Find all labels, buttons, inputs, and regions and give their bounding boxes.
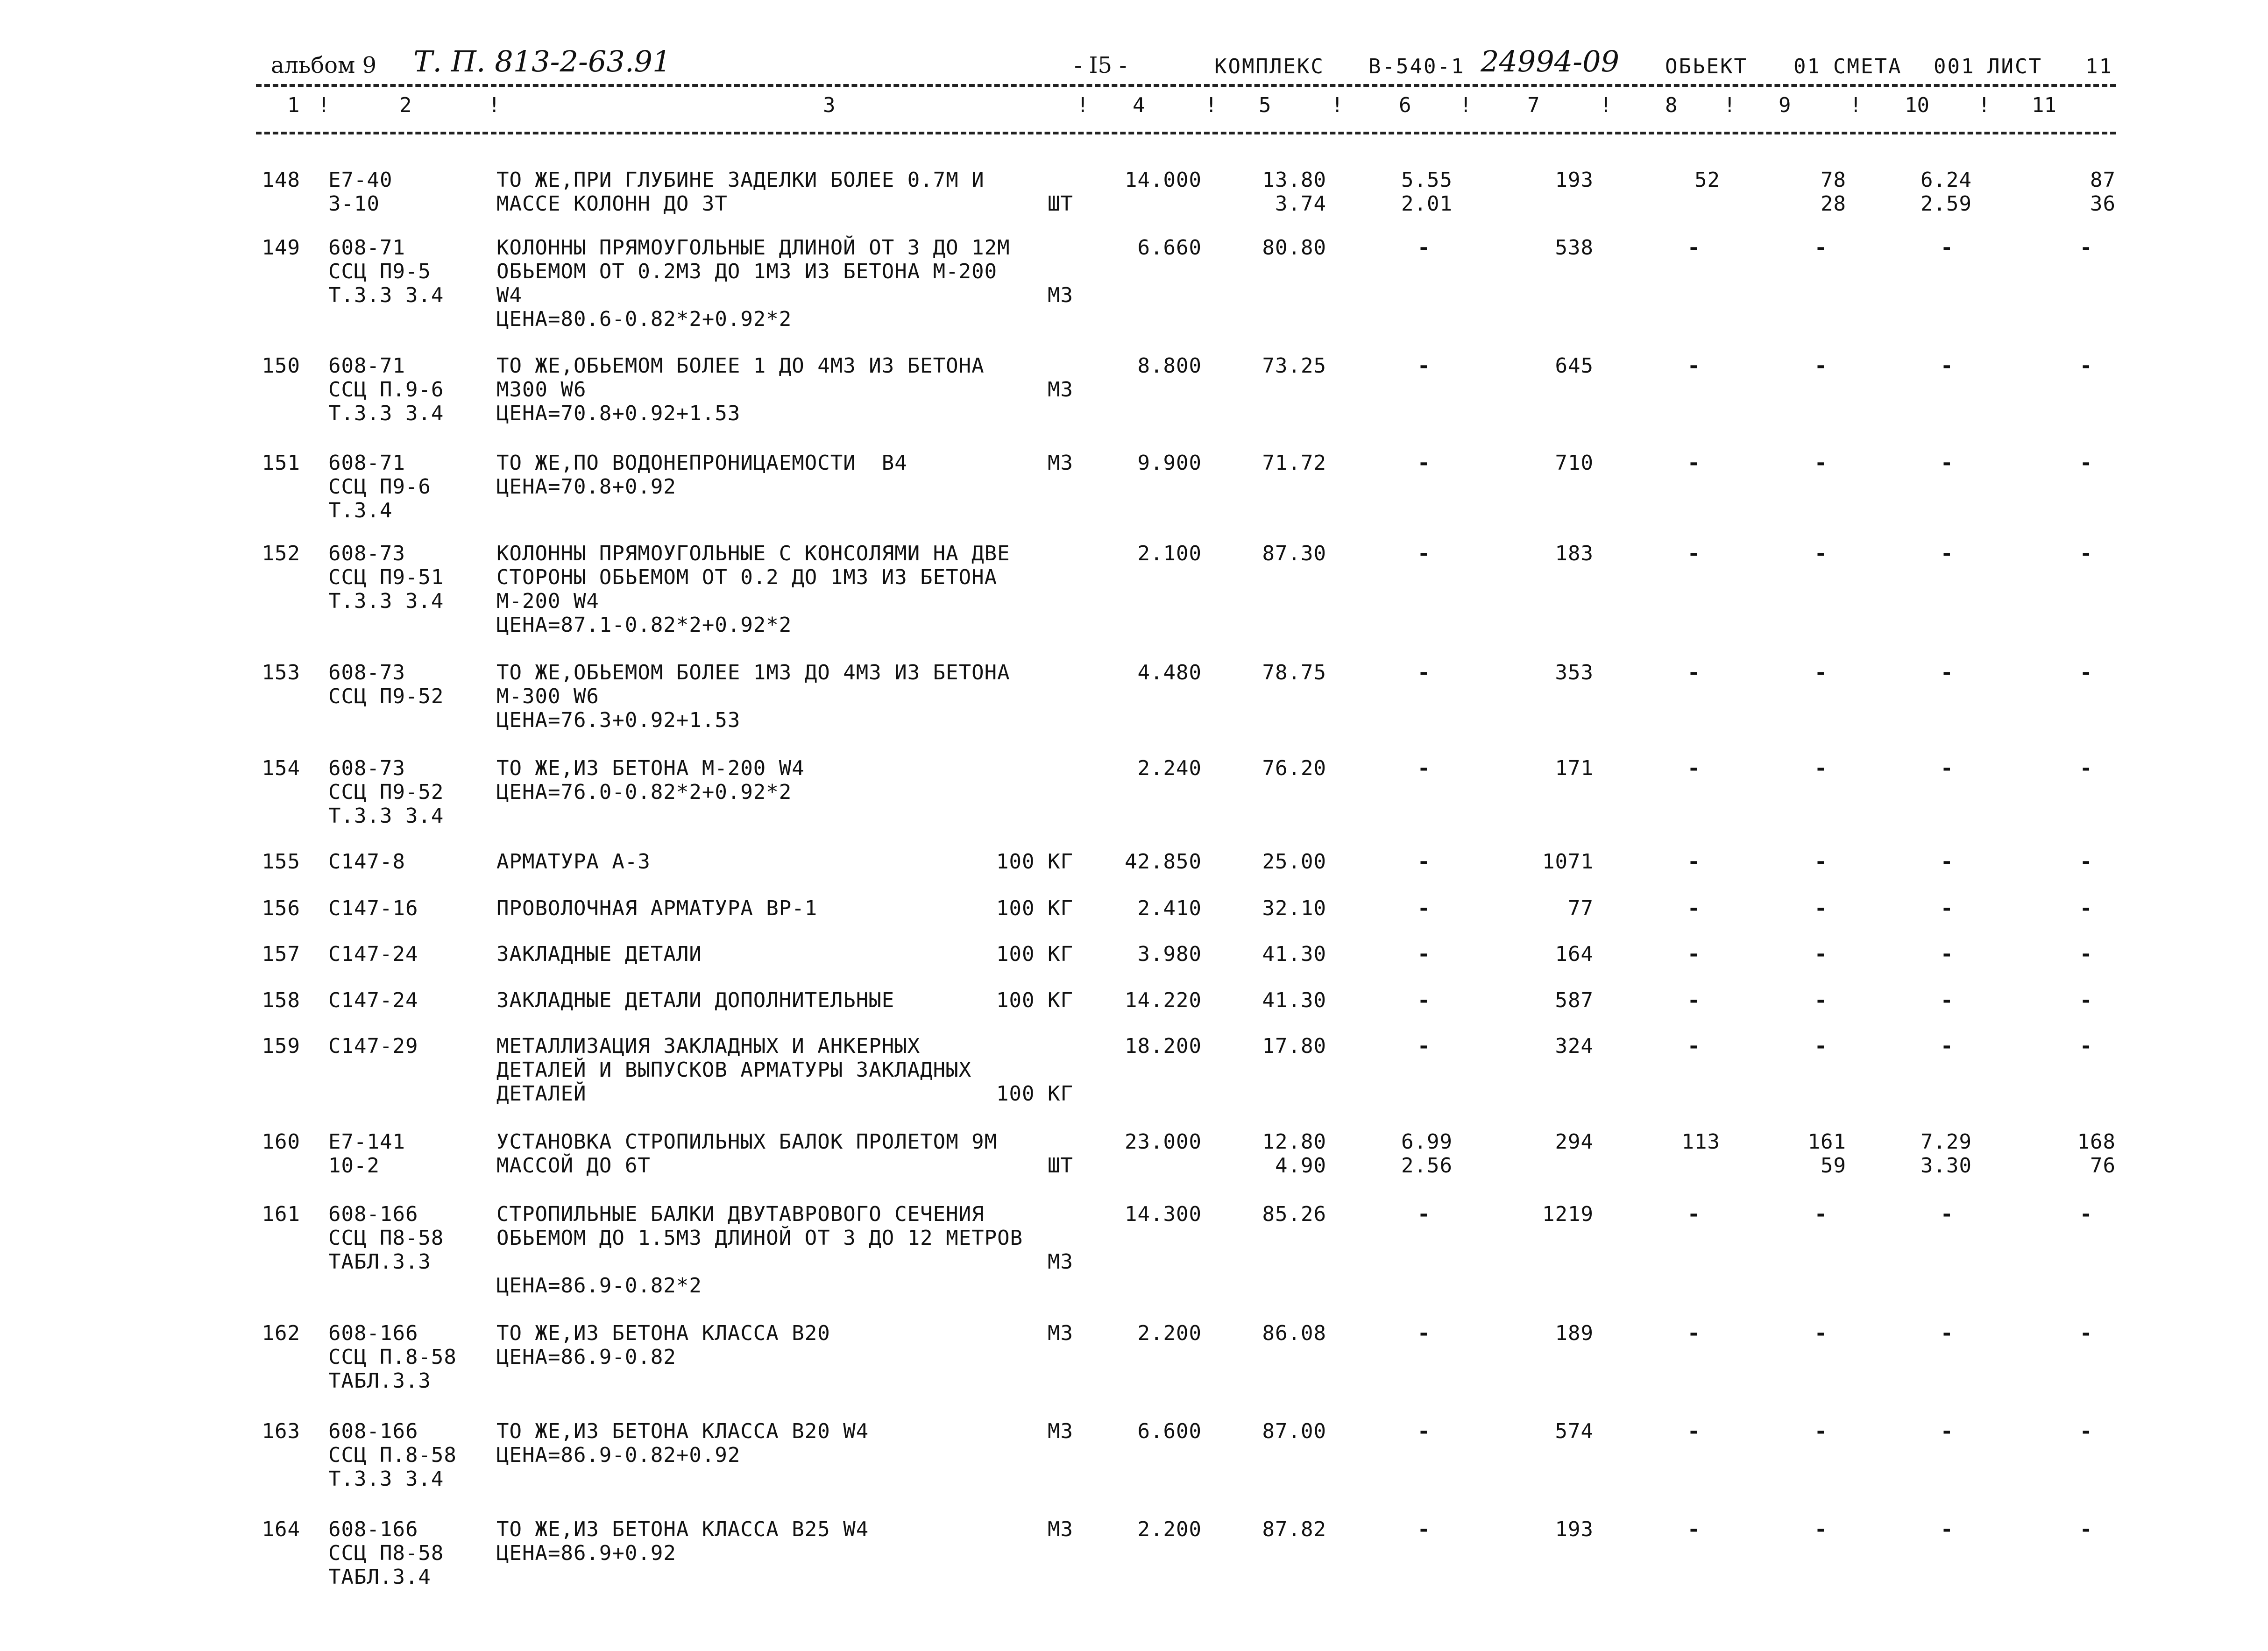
unit-wage: - [1418, 1202, 1431, 1226]
column-separator: ! [1850, 93, 1862, 117]
unit-of-measure: М3 [1048, 378, 1073, 402]
norm-code: ТАБЛ.3.3 [328, 1250, 431, 1274]
total-cost: 193 [1555, 1517, 1594, 1541]
labor-unit: - [1941, 1034, 1954, 1058]
column-separator: ! [1600, 93, 1612, 117]
work-description: МАССЕ КОЛОНН ДО 3Т [496, 192, 728, 216]
machine-cost: - [1814, 756, 1828, 780]
labor-unit: 3.30 [1921, 1154, 1972, 1178]
column-number: 6 [1399, 93, 1411, 117]
smeta-number: 001 [1934, 55, 1975, 78]
row-number: 154 [262, 756, 300, 780]
work-description: ОБЬЕМОМ ДО 1.5М3 ДЛИНОЙ ОТ 3 ДО 12 МЕТРОВ [496, 1226, 1023, 1250]
work-description: ЦЕНА=87.1-0.82*2+0.92*2 [496, 613, 792, 637]
norm-code: С147-24 [328, 988, 418, 1012]
labor-unit: - [1941, 1321, 1954, 1345]
total-cost: 353 [1555, 661, 1594, 684]
labor-unit: - [1941, 988, 1954, 1012]
labor-total: - [2080, 896, 2093, 920]
total-cost: 645 [1555, 354, 1594, 378]
labor-total: - [2080, 988, 2093, 1012]
norm-code: ССЦ П9-52 [328, 780, 444, 804]
total-cost: 1219 [1542, 1202, 1594, 1226]
unit-wage: - [1418, 236, 1431, 260]
labor-unit: 6.24 [1921, 168, 1972, 192]
labor-unit: - [1941, 236, 1954, 260]
labor-total: 76 [2090, 1154, 2116, 1178]
norm-code: 608-166 [328, 1419, 418, 1443]
labor-total: 168 [2077, 1130, 2116, 1154]
machine-cost: - [1814, 354, 1828, 378]
total-cost: 710 [1555, 451, 1594, 475]
norm-code: 608-73 [328, 756, 405, 780]
norm-code: 608-73 [328, 661, 405, 684]
column-number: 4 [1133, 93, 1145, 117]
labor-total: - [2080, 354, 2093, 378]
unit-cost: 73.25 [1262, 354, 1326, 378]
norm-code: 608-166 [328, 1321, 418, 1345]
norm-code: ТАБЛ.3.3 [328, 1369, 431, 1393]
norm-code: 608-71 [328, 451, 405, 475]
labor-total: - [2080, 756, 2093, 780]
quantity: 3.980 [1137, 942, 1202, 966]
unit-of-measure: М3 [1048, 1321, 1073, 1345]
labor-unit: - [1941, 756, 1954, 780]
work-description: ОБЬЕМОМ ОТ 0.2М3 ДО 1М3 ИЗ БЕТОНА М-200 [496, 260, 998, 283]
column-separator: ! [1978, 93, 1991, 117]
work-description: КОЛОННЫ ПРЯМОУГОЛЬНЫЕ ДЛИНОЙ ОТ 3 ДО 12М [496, 236, 1010, 260]
unit-cost: 71.72 [1262, 451, 1326, 475]
norm-code: ССЦ П9-52 [328, 684, 444, 708]
work-description: АРМАТУРА А-3 [496, 850, 651, 874]
quantity: 2.200 [1137, 1517, 1202, 1541]
unit-cost: 80.80 [1262, 236, 1326, 260]
norm-code: Т.3.3 3.4 [328, 402, 444, 425]
machine-cost: - [1814, 542, 1828, 565]
complex-label: КОМПЛЕКС [1214, 55, 1325, 78]
unit-wage: 2.56 [1401, 1154, 1453, 1178]
quantity: 6.660 [1137, 236, 1202, 260]
total-cost: 193 [1555, 168, 1594, 192]
total-wage: - [1687, 1202, 1701, 1226]
unit-wage: - [1418, 1419, 1431, 1443]
row-number: 151 [262, 451, 300, 475]
work-description: ЗАКЛАДНЫЕ ДЕТАЛИ ДОПОЛНИТЕЛЬНЫЕ [496, 988, 895, 1012]
row-number: 148 [262, 168, 300, 192]
work-description: ЦЕНА=70.8+0.92 [496, 475, 676, 499]
labor-total: - [2080, 1321, 2093, 1345]
norm-code: 608-73 [328, 542, 405, 565]
norm-code: С147-16 [328, 896, 418, 920]
work-description: МЕТАЛЛИЗАЦИЯ ЗАКЛАДНЫХ И АНКЕРНЫХ [496, 1034, 921, 1058]
work-description: ЦЕНА=76.3+0.92+1.53 [496, 708, 741, 732]
machine-cost: - [1814, 1034, 1828, 1058]
unit-of-measure: М3 [1048, 451, 1073, 475]
unit-cost: 87.00 [1262, 1419, 1326, 1443]
unit-cost: 87.30 [1262, 542, 1326, 565]
unit-cost: 87.82 [1262, 1517, 1326, 1541]
unit-wage: - [1418, 942, 1431, 966]
work-description: ЦЕНА=86.9-0.82+0.92 [496, 1443, 741, 1467]
row-number: 163 [262, 1419, 300, 1443]
labor-unit: - [1941, 661, 1954, 684]
row-number: 150 [262, 354, 300, 378]
machine-cost: - [1814, 850, 1828, 874]
total-cost: 538 [1555, 236, 1594, 260]
labor-unit: - [1941, 354, 1954, 378]
total-wage: - [1687, 1034, 1701, 1058]
norm-code: Е7-141 [328, 1130, 405, 1154]
project-code-handwritten: Т. П. 813-2-63.91 [413, 44, 671, 78]
quantity: 2.100 [1137, 542, 1202, 565]
unit-cost: 41.30 [1262, 988, 1326, 1012]
machine-cost: 78 [1821, 168, 1846, 192]
column-separator: ! [318, 93, 330, 117]
work-description: ТО ЖЕ,ОБЬЕМОМ БОЛЕЕ 1 ДО 4М3 ИЗ БЕТОНА [496, 354, 985, 378]
labor-unit: - [1941, 451, 1954, 475]
labor-unit: - [1941, 896, 1954, 920]
work-description: ТО ЖЕ,ИЗ БЕТОНА КЛАССА В20 W4 [496, 1419, 869, 1443]
album-label: альбом 9 [271, 52, 377, 78]
column-separator: ! [1723, 93, 1736, 117]
norm-code: ССЦ П8-58 [328, 1541, 444, 1565]
unit-cost: 86.08 [1262, 1321, 1326, 1345]
total-wage: - [1687, 988, 1701, 1012]
column-number: 8 [1665, 93, 1678, 117]
unit-of-measure: 100 КГ [996, 988, 1073, 1012]
unit-wage: 6.99 [1401, 1130, 1453, 1154]
quantity: 2.200 [1137, 1321, 1202, 1345]
labor-unit: - [1941, 850, 1954, 874]
row-number: 155 [262, 850, 300, 874]
unit-wage: - [1418, 1321, 1431, 1345]
total-wage: - [1687, 354, 1701, 378]
row-number: 159 [262, 1034, 300, 1058]
total-wage: - [1687, 661, 1701, 684]
unit-of-measure: 100 КГ [996, 896, 1073, 920]
column-number: 9 [1779, 93, 1791, 117]
labor-total: - [2080, 850, 2093, 874]
total-wage: - [1687, 1321, 1701, 1345]
column-number: 10 [1905, 93, 1929, 117]
unit-cost: 41.30 [1262, 942, 1326, 966]
labor-total: - [2080, 1202, 2093, 1226]
quantity: 4.480 [1137, 661, 1202, 684]
labor-total: - [2080, 236, 2093, 260]
work-description: М300 W6 [496, 378, 587, 402]
total-wage: - [1687, 1517, 1701, 1541]
work-description: ПРОВОЛОЧНАЯ АРМАТУРА ВР-1 [496, 896, 818, 920]
norm-code: 608-166 [328, 1517, 418, 1541]
unit-cost: 3.74 [1275, 192, 1326, 216]
total-wage: - [1687, 896, 1701, 920]
unit-cost: 32.10 [1262, 896, 1326, 920]
total-wage: - [1687, 1419, 1701, 1443]
work-description: ТО ЖЕ,ПО ВОДОНЕПРОНИЦАЕМОСТИ В4 [496, 451, 907, 475]
norm-code: Е7-40 [328, 168, 393, 192]
work-description: СТРОПИЛЬНЫЕ БАЛКИ ДВУТАВРОВОГО СЕЧЕНИЯ [496, 1202, 985, 1226]
labor-unit: 2.59 [1921, 192, 1972, 216]
norm-code: ССЦ П8-58 [328, 1226, 444, 1250]
work-description: W4 [496, 283, 522, 307]
labor-total: - [2080, 1419, 2093, 1443]
total-wage: - [1687, 236, 1701, 260]
work-description: М-200 W4 [496, 589, 599, 613]
labor-total: - [2080, 451, 2093, 475]
quantity: 6.600 [1137, 1419, 1202, 1443]
labor-unit: - [1941, 1419, 1954, 1443]
total-wage: - [1687, 542, 1701, 565]
machine-cost: - [1814, 661, 1828, 684]
total-cost: 587 [1555, 988, 1594, 1012]
work-description: ДЕТАЛЕЙ И ВЫПУСКОВ АРМАТУРЫ ЗАКЛАДНЫХ [496, 1058, 972, 1082]
labor-unit: - [1941, 542, 1954, 565]
norm-code: Т.3.3 3.4 [328, 283, 444, 307]
quantity: 23.000 [1125, 1130, 1202, 1154]
work-description: ТО ЖЕ,ИЗ БЕТОНА КЛАССА В20 [496, 1321, 830, 1345]
total-cost: 171 [1555, 756, 1594, 780]
machine-cost: - [1814, 1202, 1828, 1226]
machine-cost: - [1814, 942, 1828, 966]
object-number: 01 [1793, 55, 1821, 78]
quantity: 2.410 [1137, 896, 1202, 920]
sheet-number: 11 [2085, 55, 2113, 78]
smeta-label: СМЕТА [1833, 55, 1902, 78]
unit-of-measure: М3 [1048, 1250, 1073, 1274]
column-separator: ! [1460, 93, 1472, 117]
column-number: 7 [1527, 93, 1540, 117]
column-separator: ! [1205, 93, 1218, 117]
work-description: ЗАКЛАДНЫЕ ДЕТАЛИ [496, 942, 702, 966]
unit-wage: - [1418, 661, 1431, 684]
unit-of-measure: 100 КГ [996, 942, 1073, 966]
work-description: ЦЕНА=70.8+0.92+1.53 [496, 402, 741, 425]
page-number: - I5 - [1074, 52, 1127, 78]
labor-unit: - [1941, 1517, 1954, 1541]
unit-cost: 4.90 [1275, 1154, 1326, 1178]
row-number: 157 [262, 942, 300, 966]
quantity: 14.220 [1125, 988, 1202, 1012]
machine-cost: - [1814, 1419, 1828, 1443]
norm-code: Т.3.3 3.4 [328, 589, 444, 613]
unit-of-measure: ШТ [1048, 1154, 1073, 1178]
norm-code: ССЦ П9-51 [328, 565, 444, 589]
column-number: 5 [1259, 93, 1271, 117]
norm-code: ССЦ П.8-58 [328, 1345, 457, 1369]
total-cost: 294 [1555, 1130, 1594, 1154]
norm-code: С147-8 [328, 850, 405, 874]
norm-code: Т.3.4 [328, 499, 393, 522]
row-number: 153 [262, 661, 300, 684]
norm-code: ССЦ П9-5 [328, 260, 431, 283]
row-number: 149 [262, 236, 300, 260]
work-description: КОЛОННЫ ПРЯМОУГОЛЬНЫЕ С КОНСОЛЯМИ НА ДВЕ [496, 542, 1010, 565]
unit-cost: 17.80 [1262, 1034, 1326, 1058]
machine-cost: - [1814, 988, 1828, 1012]
unit-wage: - [1418, 850, 1431, 874]
unit-wage: - [1418, 1034, 1431, 1058]
norm-code: ССЦ П.9-6 [328, 378, 444, 402]
labor-total: 36 [2090, 192, 2116, 216]
row-number: 158 [262, 988, 300, 1012]
unit-wage: - [1418, 896, 1431, 920]
machine-cost: 161 [1807, 1130, 1846, 1154]
unit-wage: - [1418, 756, 1431, 780]
work-description: ЦЕНА=86.9+0.92 [496, 1541, 676, 1565]
total-wage: - [1687, 942, 1701, 966]
quantity: 14.300 [1125, 1202, 1202, 1226]
norm-code: 608-166 [328, 1202, 418, 1226]
work-description: УСТАНОВКА СТРОПИЛЬНЫХ БАЛОК ПРОЛЕТОМ 9М [496, 1130, 998, 1154]
unit-cost: 78.75 [1262, 661, 1326, 684]
column-separator: ! [1331, 93, 1344, 117]
work-description: СТОРОНЫ ОБЬЕМОМ ОТ 0.2 ДО 1М3 ИЗ БЕТОНА [496, 565, 998, 589]
row-number: 152 [262, 542, 300, 565]
work-description: ЦЕНА=86.9-0.82 [496, 1345, 676, 1369]
norm-code: 608-71 [328, 236, 405, 260]
machine-cost: - [1814, 896, 1828, 920]
norm-code: 10-2 [328, 1154, 380, 1178]
norm-code: С147-29 [328, 1034, 418, 1058]
total-cost: 164 [1555, 942, 1594, 966]
machine-cost: - [1814, 1517, 1828, 1541]
total-wage: 113 [1681, 1130, 1720, 1154]
total-wage: - [1687, 756, 1701, 780]
unit-of-measure: 100 КГ [996, 1082, 1073, 1106]
quantity: 2.240 [1137, 756, 1202, 780]
total-cost: 189 [1555, 1321, 1594, 1345]
machine-cost: 59 [1821, 1154, 1846, 1178]
work-description: ЦЕНА=86.9-0.82*2 [496, 1274, 702, 1298]
norm-code: ТАБЛ.3.4 [328, 1565, 431, 1589]
unit-of-measure: 100 КГ [996, 850, 1073, 874]
row-number: 156 [262, 896, 300, 920]
labor-total: - [2080, 1034, 2093, 1058]
machine-cost: - [1814, 1321, 1828, 1345]
machine-cost: 28 [1821, 192, 1846, 216]
machine-cost: - [1814, 451, 1828, 475]
unit-wage: 5.55 [1401, 168, 1453, 192]
norm-code: Т.3.3 3.4 [328, 804, 444, 828]
unit-cost: 76.20 [1262, 756, 1326, 780]
quantity: 42.850 [1125, 850, 1202, 874]
total-cost: 574 [1555, 1419, 1594, 1443]
unit-wage: - [1418, 1517, 1431, 1541]
unit-wage: 2.01 [1401, 192, 1453, 216]
work-description: ТО ЖЕ,ИЗ БЕТОНА М-200 W4 [496, 756, 805, 780]
work-description: ДЕТАЛЕЙ [496, 1082, 587, 1106]
work-description: ЦЕНА=76.0-0.82*2+0.92*2 [496, 780, 792, 804]
row-number: 162 [262, 1321, 300, 1345]
row-number: 161 [262, 1202, 300, 1226]
labor-total: - [2080, 661, 2093, 684]
labor-unit: - [1941, 1202, 1954, 1226]
quantity: 8.800 [1137, 354, 1202, 378]
unit-cost: 12.80 [1262, 1130, 1326, 1154]
work-description: ТО ЖЕ,ИЗ БЕТОНА КЛАССА В25 W4 [496, 1517, 869, 1541]
column-number: 2 [399, 93, 412, 117]
unit-cost: 85.26 [1262, 1202, 1326, 1226]
unit-of-measure: ШТ [1048, 192, 1073, 216]
labor-total: - [2080, 942, 2093, 966]
labor-total: - [2080, 542, 2093, 565]
column-separator: ! [1077, 93, 1089, 117]
column-separator: ! [488, 93, 501, 117]
norm-code: ССЦ П.8-58 [328, 1443, 457, 1467]
total-cost: 183 [1555, 542, 1594, 565]
object-label: ОБЬЕКТ [1665, 55, 1748, 78]
norm-code: ССЦ П9-6 [328, 475, 431, 499]
work-description: ЦЕНА=80.6-0.82*2+0.92*2 [496, 307, 792, 331]
labor-unit: 7.29 [1921, 1130, 1972, 1154]
complex-code: В-540-1 [1368, 55, 1465, 78]
labor-total: - [2080, 1517, 2093, 1541]
column-number: 3 [823, 93, 836, 117]
unit-of-measure: М3 [1048, 283, 1073, 307]
unit-wage: - [1418, 354, 1431, 378]
quantity: 9.900 [1137, 451, 1202, 475]
total-wage: 52 [1694, 168, 1720, 192]
unit-cost: 25.00 [1262, 850, 1326, 874]
norm-code: 608-71 [328, 354, 405, 378]
quantity: 14.000 [1125, 168, 1202, 192]
labor-unit: - [1941, 942, 1954, 966]
total-cost: 324 [1555, 1034, 1594, 1058]
unit-wage: - [1418, 451, 1431, 475]
unit-wage: - [1418, 542, 1431, 565]
unit-of-measure: М3 [1048, 1517, 1073, 1541]
work-description: ТО ЖЕ,ОБЬЕМОМ БОЛЕЕ 1М3 ДО 4М3 ИЗ БЕТОНА [496, 661, 1010, 684]
work-description: ТО ЖЕ,ПРИ ГЛУБИНЕ ЗАДЕЛКИ БОЛЕЕ 0.7М И [496, 168, 985, 192]
norm-code: С147-24 [328, 942, 418, 966]
unit-cost: 13.80 [1262, 168, 1326, 192]
complex-number-handwritten: 24994-09 [1481, 44, 1620, 78]
column-number: 1 [287, 93, 300, 117]
unit-of-measure: М3 [1048, 1419, 1073, 1443]
total-wage: - [1687, 850, 1701, 874]
sheet-label: ЛИСТ [1987, 55, 2042, 78]
unit-wage: - [1418, 988, 1431, 1012]
work-description: МАССОЙ ДО 6Т [496, 1154, 651, 1178]
column-number: 11 [2032, 93, 2056, 117]
quantity: 18.200 [1125, 1034, 1202, 1058]
total-cost: 1071 [1542, 850, 1594, 874]
norm-code: 3-10 [328, 192, 380, 216]
row-number: 164 [262, 1517, 300, 1541]
labor-total: 87 [2090, 168, 2116, 192]
total-wage: - [1687, 451, 1701, 475]
row-number: 160 [262, 1130, 300, 1154]
norm-code: Т.3.3 3.4 [328, 1467, 444, 1491]
total-cost: 77 [1568, 896, 1594, 920]
work-description: М-300 W6 [496, 684, 599, 708]
machine-cost: - [1814, 236, 1828, 260]
